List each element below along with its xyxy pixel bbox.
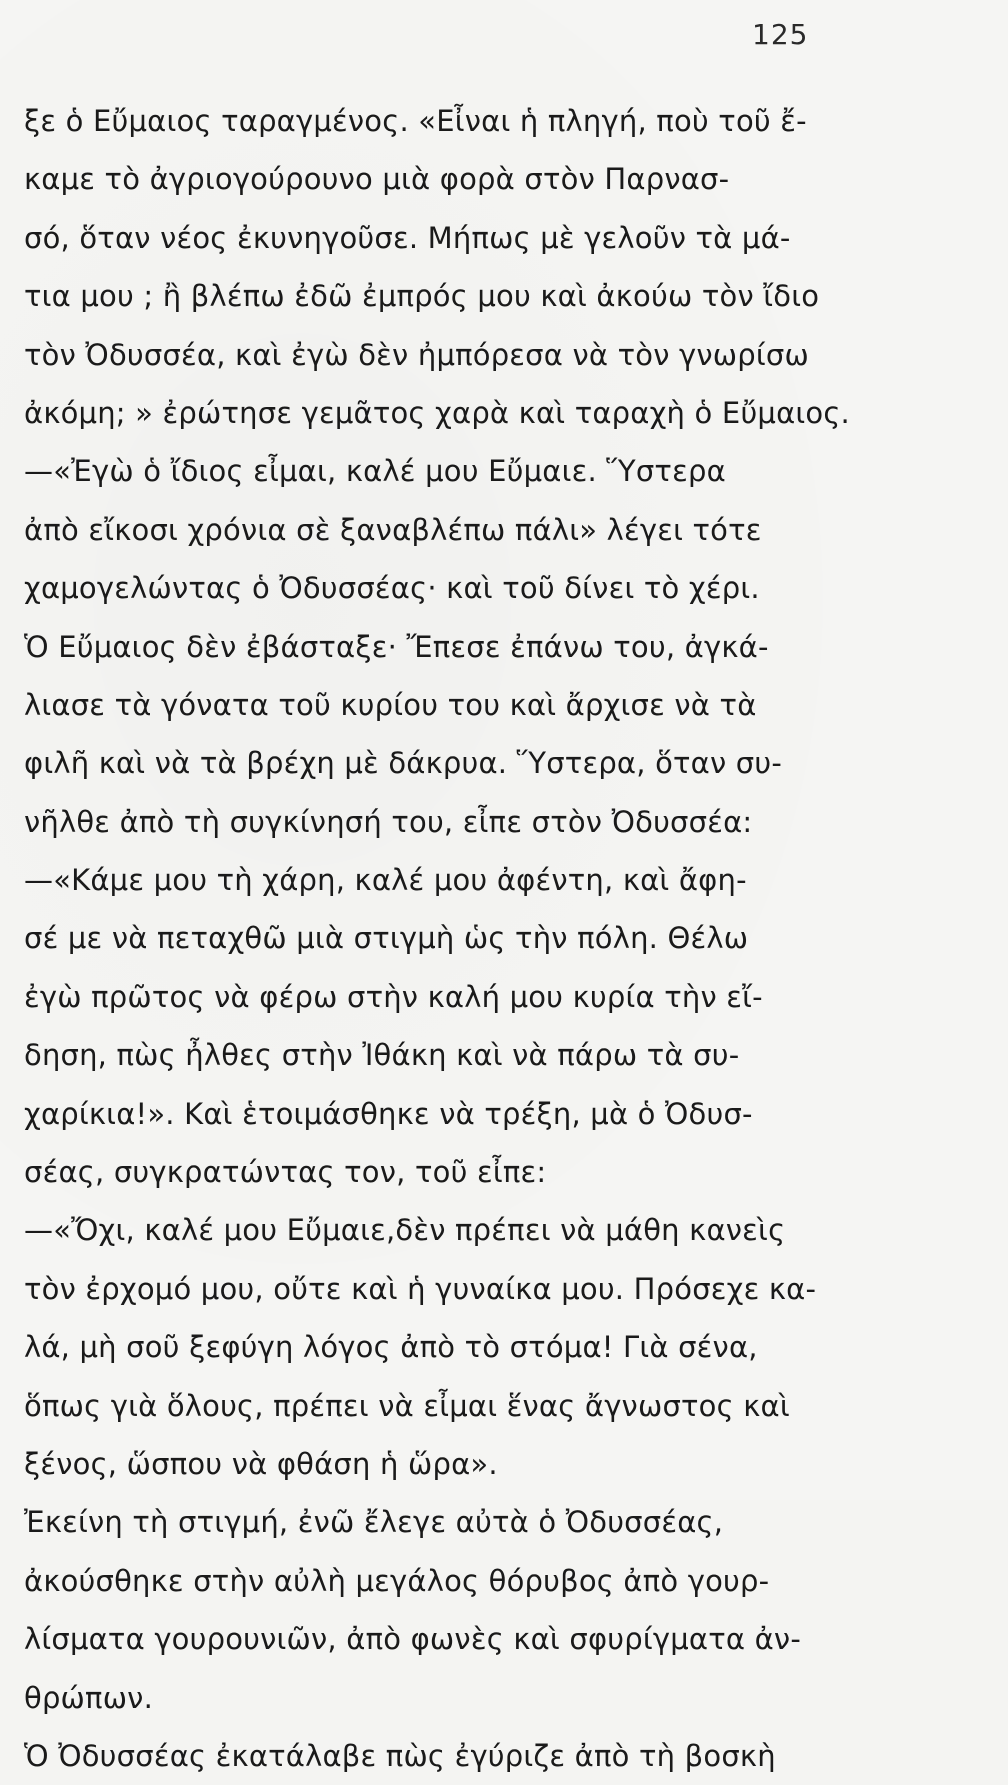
- text-line: δηση, πὼς ἦλθες στὴν Ἰθάκη καὶ νὰ πάρω τὰ συ-: [24, 1038, 740, 1073]
- text-line: σέας, συγκρατώντας τον, τοῦ εἶπε:: [24, 1155, 547, 1190]
- text-line: —«Κάμε μου τὴ χάρη, καλέ μου ἀφέντη, καὶ ἄφη-: [24, 863, 747, 898]
- text-line: λίσματα γουρουνιῶν, ἀπὸ φωνὲς καὶ σφυρίγματα ἀν-: [24, 1622, 801, 1657]
- text-line: ἀκούσθηκε στὴν αὐλὴ μεγάλος θόρυβος ἀπὸ γουρ-: [24, 1563, 770, 1598]
- text-line: λιασε τὰ γόνατα τοῦ κυρίου του καὶ ἄρχισε νὰ τὰ: [24, 687, 757, 722]
- text-line: χαμογελώντας ὁ Ὀδυσσέας· καὶ τοῦ δίνει τὸ χέρι.: [24, 571, 760, 606]
- text-line: ξε ὁ Εὔμαιος ταραγμένος. «Εἶναι ἡ πληγή, ποὺ τοῦ ἔ-: [24, 104, 807, 138]
- text-line: ὅπως γιὰ ὅλους, πρέπει νὰ εἶμαι ἕνας ἄγνωστος καὶ: [24, 1388, 790, 1423]
- text-line: —«Ὄχι, καλέ μου Εὔμαιε,δὲν πρέπει νὰ μάθη κανεὶς: [24, 1213, 786, 1248]
- page-number: 125: [752, 18, 809, 51]
- text-line: σό, ὅταν νέος ἐκυνηγοῦσε. Μήπως μὲ γελοῦν τὰ μά-: [24, 220, 791, 255]
- text-line: φιλῆ καὶ νὰ τὰ βρέχη μὲ δάκρυα. Ὕστερα, ὅταν συ-: [24, 746, 783, 781]
- text-line: θρώπων.: [24, 1680, 153, 1715]
- text-line: Ὁ Εὔμαιος δὲν ἐβάσταξε· Ἔπεσε ἐπάνω του, ἀγκά-: [24, 629, 769, 664]
- text-line: Ἐκείνη τὴ στιγμή, ἐνῶ ἔλεγε αὐτὰ ὁ Ὀδυσσέας,: [24, 1505, 724, 1540]
- text-line: ἀπὸ εἴκοσι χρόνια σὲ ξαναβλέπω πάλι» λέγει τότε: [24, 512, 762, 547]
- text-line: καμε τὸ ἀγριογούρουνο μιὰ φορὰ στὸν Παρνασ-: [24, 162, 730, 197]
- text-line: τὸν Ὀδυσσέα, καὶ ἐγὼ δὲν ἠμπόρεσα νὰ τὸν γνωρίσω: [24, 337, 809, 372]
- text-line: τια μου ; ἢ βλέπω ἐδῶ ἐμπρός μου καὶ ἀκούω τὸν ἴδιο: [24, 279, 820, 314]
- text-line: ἐγὼ πρῶτος νὰ φέρω στὴν καλή μου κυρία τὴν εἴ-: [24, 979, 763, 1014]
- text-line: σέ με νὰ πεταχθῶ μιὰ στιγμὴ ὡς τὴν πόλη. Θέλω: [24, 921, 749, 956]
- body-text: [24, 92, 850, 1785]
- text-line: ξένος, ὥσπου νὰ φθάση ἡ ὥρα».: [24, 1446, 498, 1481]
- text-line: ἀκόμη; » ἐρώτησε γεμᾶτος χαρὰ καὶ ταραχὴ ὁ Εὔμαιος.: [24, 395, 850, 430]
- text-line: λά, μὴ σοῦ ξεφύγη λόγος ἀπὸ τὸ στόμα! Γιὰ σένα,: [24, 1330, 758, 1365]
- text-line: τὸν ἐρχομό μου, οὔτε καὶ ἡ γυναίκα μου. Πρόσεχε κα-: [24, 1271, 817, 1306]
- text-line: Ὁ Ὀδυσσέας ἐκατάλαβε πὼς ἐγύριζε ἀπὸ τὴ βοσκὴ: [24, 1738, 776, 1773]
- text-line: νῆλθε ἀπὸ τὴ συγκίνησή του, εἶπε στὸν Ὀδυσσέα:: [24, 804, 753, 839]
- text-line: χαρίκια!». Καὶ ἑτοιμάσθηκε νὰ τρέξη, μὰ ὁ Ὀδυσ-: [24, 1096, 753, 1131]
- text-line: —«Ἐγὼ ὁ ἴδιος εἶμαι, καλέ μου Εὔμαιε. Ὕστερα: [24, 454, 726, 489]
